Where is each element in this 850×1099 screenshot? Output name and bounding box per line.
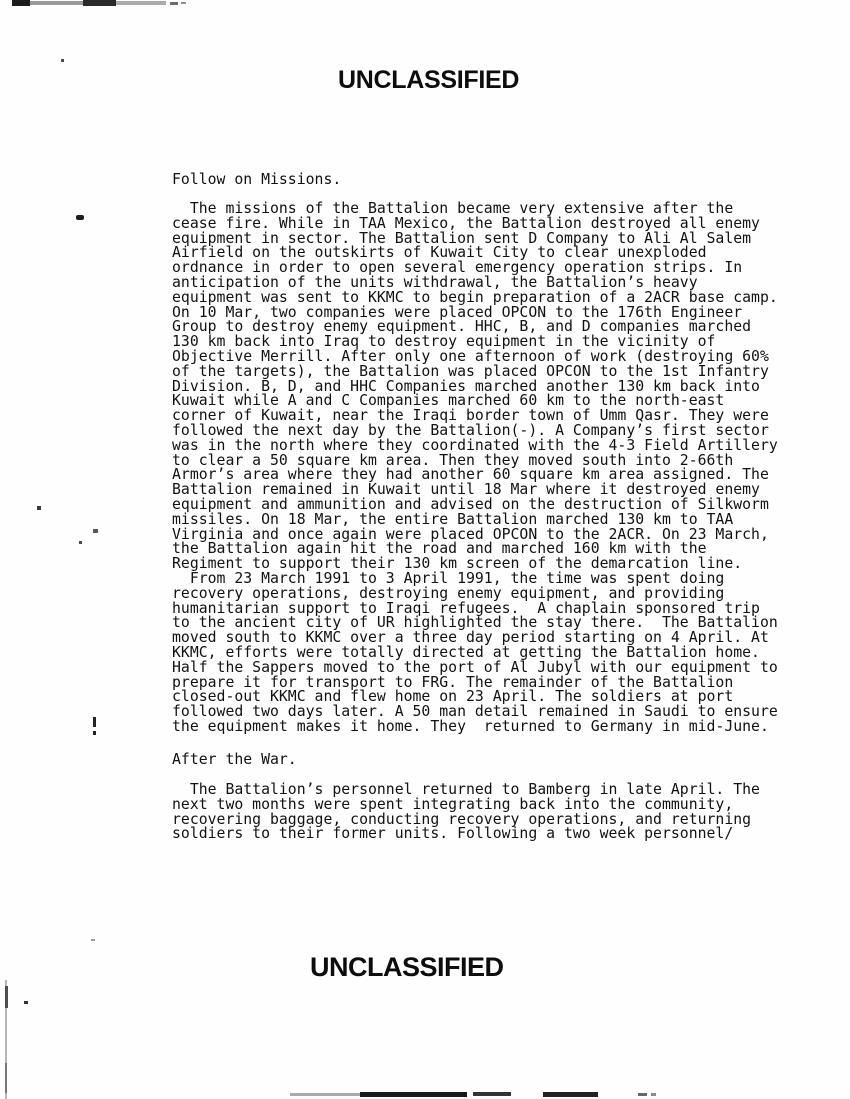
text-line: followed the next day by the Battalion(-). A Company’s first sector bbox=[172, 421, 769, 439]
paragraph-block-after-the-war bbox=[172, 783, 760, 842]
text-line: Kuwait while A and C Companies marched 60 km to the north-east bbox=[172, 392, 725, 410]
text-line: the equipment makes it home. They returned to Germany in mid-June. bbox=[172, 717, 769, 735]
text-line: On 10 Mar, two companies were placed OPCON to the 176th Engineer bbox=[172, 303, 743, 321]
classification-banner-bottom: UNCLASSIFIED bbox=[310, 952, 504, 982]
text-line: recovery operations, destroying enemy equipment, and providing bbox=[172, 584, 725, 602]
section-heading-follow-on-missions: Follow on Missions. bbox=[172, 171, 342, 188]
text-line: of the targets), the Battalion was placed OPCON to the 1st Infantry bbox=[172, 362, 769, 380]
text-line: next two months were spent integrating back into the community, bbox=[172, 795, 734, 813]
text-line: Regiment to support their 130 km screen of the demarcation line. bbox=[172, 555, 743, 573]
text-line: missiles. On 18 Mar, the entire Battalion marched 130 km to TAA bbox=[172, 510, 734, 528]
text-line: closed-out KKMC and flew home on 23 April. The soldiers at port bbox=[172, 688, 734, 706]
text-line: to clear a 50 square km area. Then they moved south into 2-66th bbox=[172, 451, 734, 469]
text-line: corner of Kuwait, near the Iraqi border town of Umm Qasr. They were bbox=[172, 407, 769, 425]
text-line: Group to destroy enemy equipment. HHC, B, and D companies marched bbox=[172, 318, 752, 336]
text-line: prepare it for transport to FRG. The remainder of the Battalion bbox=[172, 673, 734, 691]
paragraph-block-follow-on-missions bbox=[172, 202, 778, 735]
text-line: Armor’s area where they had another 60 square km area assigned. The bbox=[172, 466, 769, 484]
text-line: Battalion remained in Kuwait until 18 Mar where it destroyed enemy bbox=[172, 481, 760, 499]
text-line: KKMC, efforts were totally directed at getting the Battalion home. bbox=[172, 643, 760, 661]
text-line: followed two days later. A 50 man detail remained in Saudi to ensure bbox=[172, 703, 778, 721]
section-heading-after-the-war: After the War. bbox=[172, 751, 297, 768]
text-line: recovering baggage, conducting recovery operations, and returning bbox=[172, 810, 752, 828]
text-line: The Battalion’s personnel returned to Bamberg in late April. The bbox=[172, 781, 760, 798]
text-line: humanitarian support to Iraqi refugees. A chaplain sponsored trip bbox=[172, 599, 760, 617]
text-line: the Battalion again hit the road and marched 160 km with the bbox=[172, 540, 707, 558]
text-line: equipment in sector. The Battalion sent D Company to Ali Al Salem bbox=[172, 229, 752, 247]
text-line: equipment was sent to KKMC to begin preparation of a 2ACR base camp. bbox=[172, 288, 778, 306]
text-line: soldiers to their former units. Following a two week personnel/ bbox=[172, 825, 734, 843]
text-line: was in the north where they coordinated with the 4-3 Field Artillery bbox=[172, 436, 778, 454]
text-line: ordnance in order to open several emergency operation strips. In bbox=[172, 259, 743, 277]
text-line: to the ancient city of UR highlighted the stay there. The Battalion bbox=[172, 614, 778, 632]
text-line: 130 km back into Iraq to destroy equipment in the vicinity of bbox=[172, 333, 716, 351]
text-line: cease fire. While in TAA Mexico, the Battalion destroyed all enemy bbox=[172, 214, 760, 232]
text-line: Airfield on the outskirts of Kuwait City to clear unexploded bbox=[172, 244, 707, 262]
text-line: The missions of the Battalion became very extensive after the bbox=[172, 200, 734, 217]
classification-banner-top: UNCLASSIFIED bbox=[338, 66, 520, 94]
text-line: Division. B, D, and HHC Companies marched another 130 km back into bbox=[172, 377, 760, 395]
text-line: Virginia and once again were placed OPCON to the 2ACR. On 23 March, bbox=[172, 525, 769, 543]
text-line: moved south to KKMC over a three day period starting on 4 April. At bbox=[172, 629, 769, 647]
text-line: anticipation of the units withdrawal, the Battalion’s heavy bbox=[172, 273, 698, 291]
text-line: Objective Merrill. After only one afternoon of work (destroying 60% bbox=[172, 347, 769, 365]
text-line: From 23 March 1991 to 3 April 1991, the time was spent doing bbox=[172, 569, 725, 587]
text-line: equipment and ammunition and advised on the destruction of Silkworm bbox=[172, 495, 769, 513]
text-line: Half the Sappers moved to the port of Al Jubyl with our equipment to bbox=[172, 658, 778, 676]
